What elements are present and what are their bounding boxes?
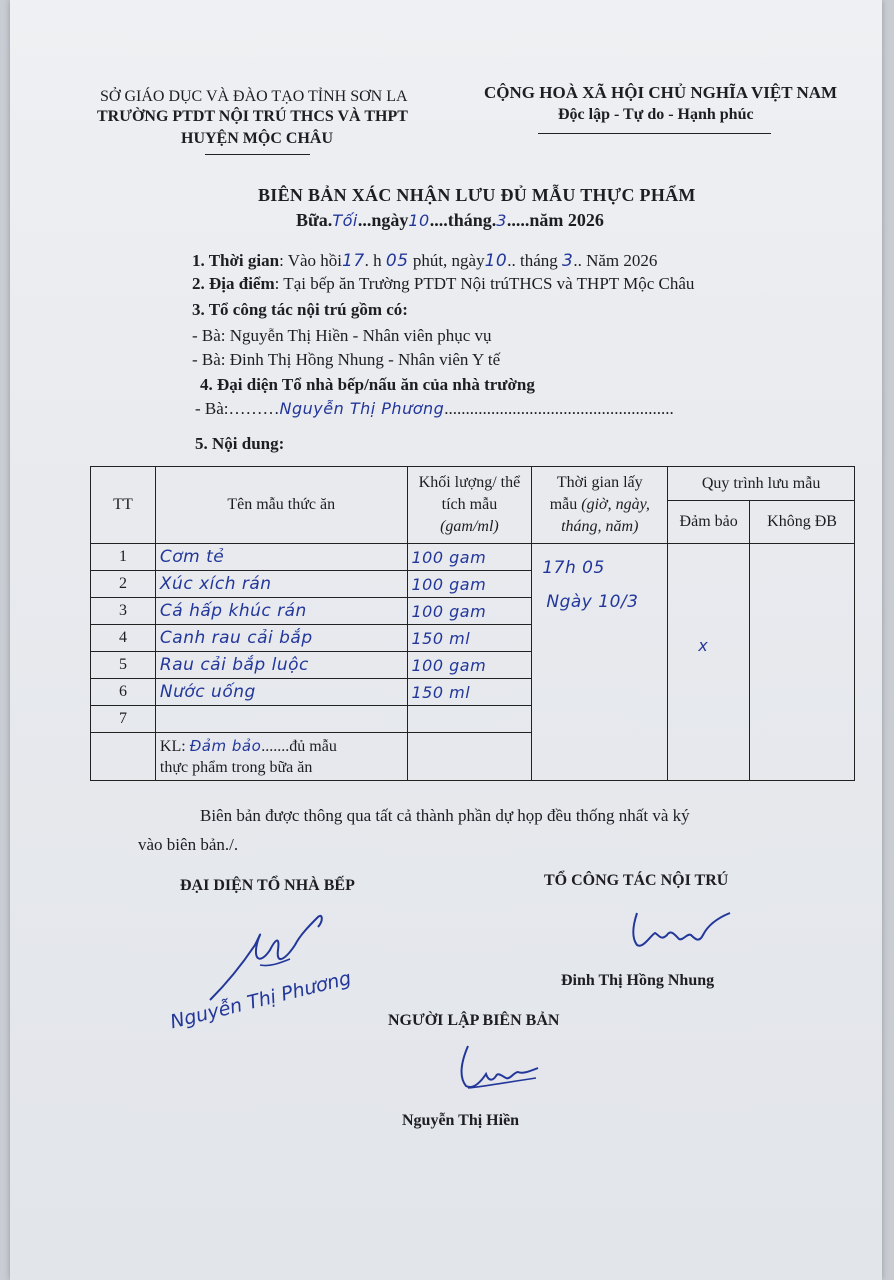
closing-line-1: Biên bản được thông qua tất cả thành phần dự họp đều thống nhất và ký [200, 806, 690, 825]
national-title: CỘNG HOÀ XÃ HỘI CHỦ NGHĨA VIỆT NAM [484, 83, 838, 102]
committee-signer-name: Đinh Thị Hồng Nhung [561, 972, 715, 989]
header-ok: Đảm bảo [668, 501, 750, 544]
document-title: BIÊN BẢN XÁC NHẬN LƯU ĐỦ MẪU THỰC PHẨM [258, 185, 696, 205]
document-subtitle: Bữa.Tối...ngày10....tháng.3.....năm 2026 [296, 210, 604, 230]
section-content: 5. Nội dung: [195, 434, 285, 453]
recorder-name: Nguyễn Thị Hiền [402, 1112, 520, 1129]
table-row: 3 Cá hấp khúc rán 100 gam [91, 598, 855, 625]
section-location: 2. Địa điểm: Tại bếp ăn Trường PTDT Nội trúTHCS và THPT Mộc Châu [192, 274, 695, 293]
ok-mark-cell: x [668, 544, 750, 781]
header-not-ok: Không ĐB [750, 501, 855, 544]
table-row: 1 Cơm tẻ 100 gam 17h 05 Ngày 10/3 x [91, 544, 855, 571]
kitchen-representative-line: - Bà:………Nguyễn Thị Phương...................................................... [195, 399, 674, 418]
school-name-line2: HUYỆN MỘC CHÂU [181, 130, 333, 147]
recorder-signature [448, 1040, 548, 1095]
table-row: 6 Nước uống 150 ml [91, 679, 855, 706]
header-weight: Khối lượng/ thể tích mẫu (gam/ml) [407, 467, 532, 544]
header-process: Quy trình lưu mẫu [668, 467, 855, 501]
sample-time-cell: 17h 05 Ngày 10/3 [532, 544, 668, 781]
header-tt: TT [91, 467, 156, 544]
closing-line-2: vào biên bản./. [138, 835, 239, 854]
recorder-title: NGƯỜI LẬP BIÊN BẢN [388, 1012, 560, 1029]
committee-signature [625, 905, 745, 955]
section-committee: 3. Tổ công tác nội trú gồm có: [192, 300, 408, 319]
header-food-name: Tên mẫu thức ăn [155, 467, 407, 544]
kitchen-name-handwritten: Nguyễn Thị Phương [168, 967, 354, 1034]
conclusion-cell: KL: Đảm bảo.......đủ mẫu thực phẩm trong bữa ăn [155, 733, 407, 781]
committee-title: TỔ CÔNG TÁC NỘI TRÚ [544, 872, 729, 889]
table-row: 4 Canh rau cải bắp 150 ml [91, 625, 855, 652]
day-handwritten: 10 [408, 211, 430, 230]
table-row: 2 Xúc xích rán 100 gam [91, 571, 855, 598]
table-row: 7 [91, 706, 855, 733]
meal-handwritten: Tối [332, 211, 358, 230]
kitchen-representative-name: Nguyễn Thị Phương [279, 399, 445, 418]
header-right-underline [538, 133, 771, 134]
food-sample-table [90, 466, 855, 781]
national-motto: Độc lập - Tự do - Hạnh phúc [558, 106, 754, 123]
school-name-line1: TRƯỜNG PTDT NỘI TRÚ THCS VÀ THPT [97, 108, 408, 125]
month-handwritten: 3 [496, 211, 507, 230]
table-row: 5 Rau cải bắp luộc 100 gam [91, 652, 855, 679]
section-time: 1. Thời gian: Vào hồi17. h 05 phút, ngày10.. tháng 3.. Năm 2026 [192, 251, 658, 271]
header-sample-time: Thời gian lấy mẫu (giờ, ngày, tháng, năm) [532, 467, 668, 544]
department-name: SỞ GIÁO DỤC VÀ ĐÀO TẠO TỈNH SƠN LA [100, 88, 408, 105]
committee-member-2: - Bà: Đinh Thị Hồng Nhung - Nhân viên Y tế [192, 350, 501, 369]
section-kitchen-representative: 4. Đại diện Tổ nhà bếp/nấu ăn của nhà trường [200, 375, 535, 394]
committee-member-1: - Bà: Nguyễn Thị Hiền - Nhân viên phục vụ [192, 326, 492, 345]
kitchen-representative-title: ĐẠI DIỆN TỔ NHÀ BẾP [180, 877, 355, 894]
header-left-underline [205, 154, 310, 155]
not-ok-cell [750, 544, 855, 781]
